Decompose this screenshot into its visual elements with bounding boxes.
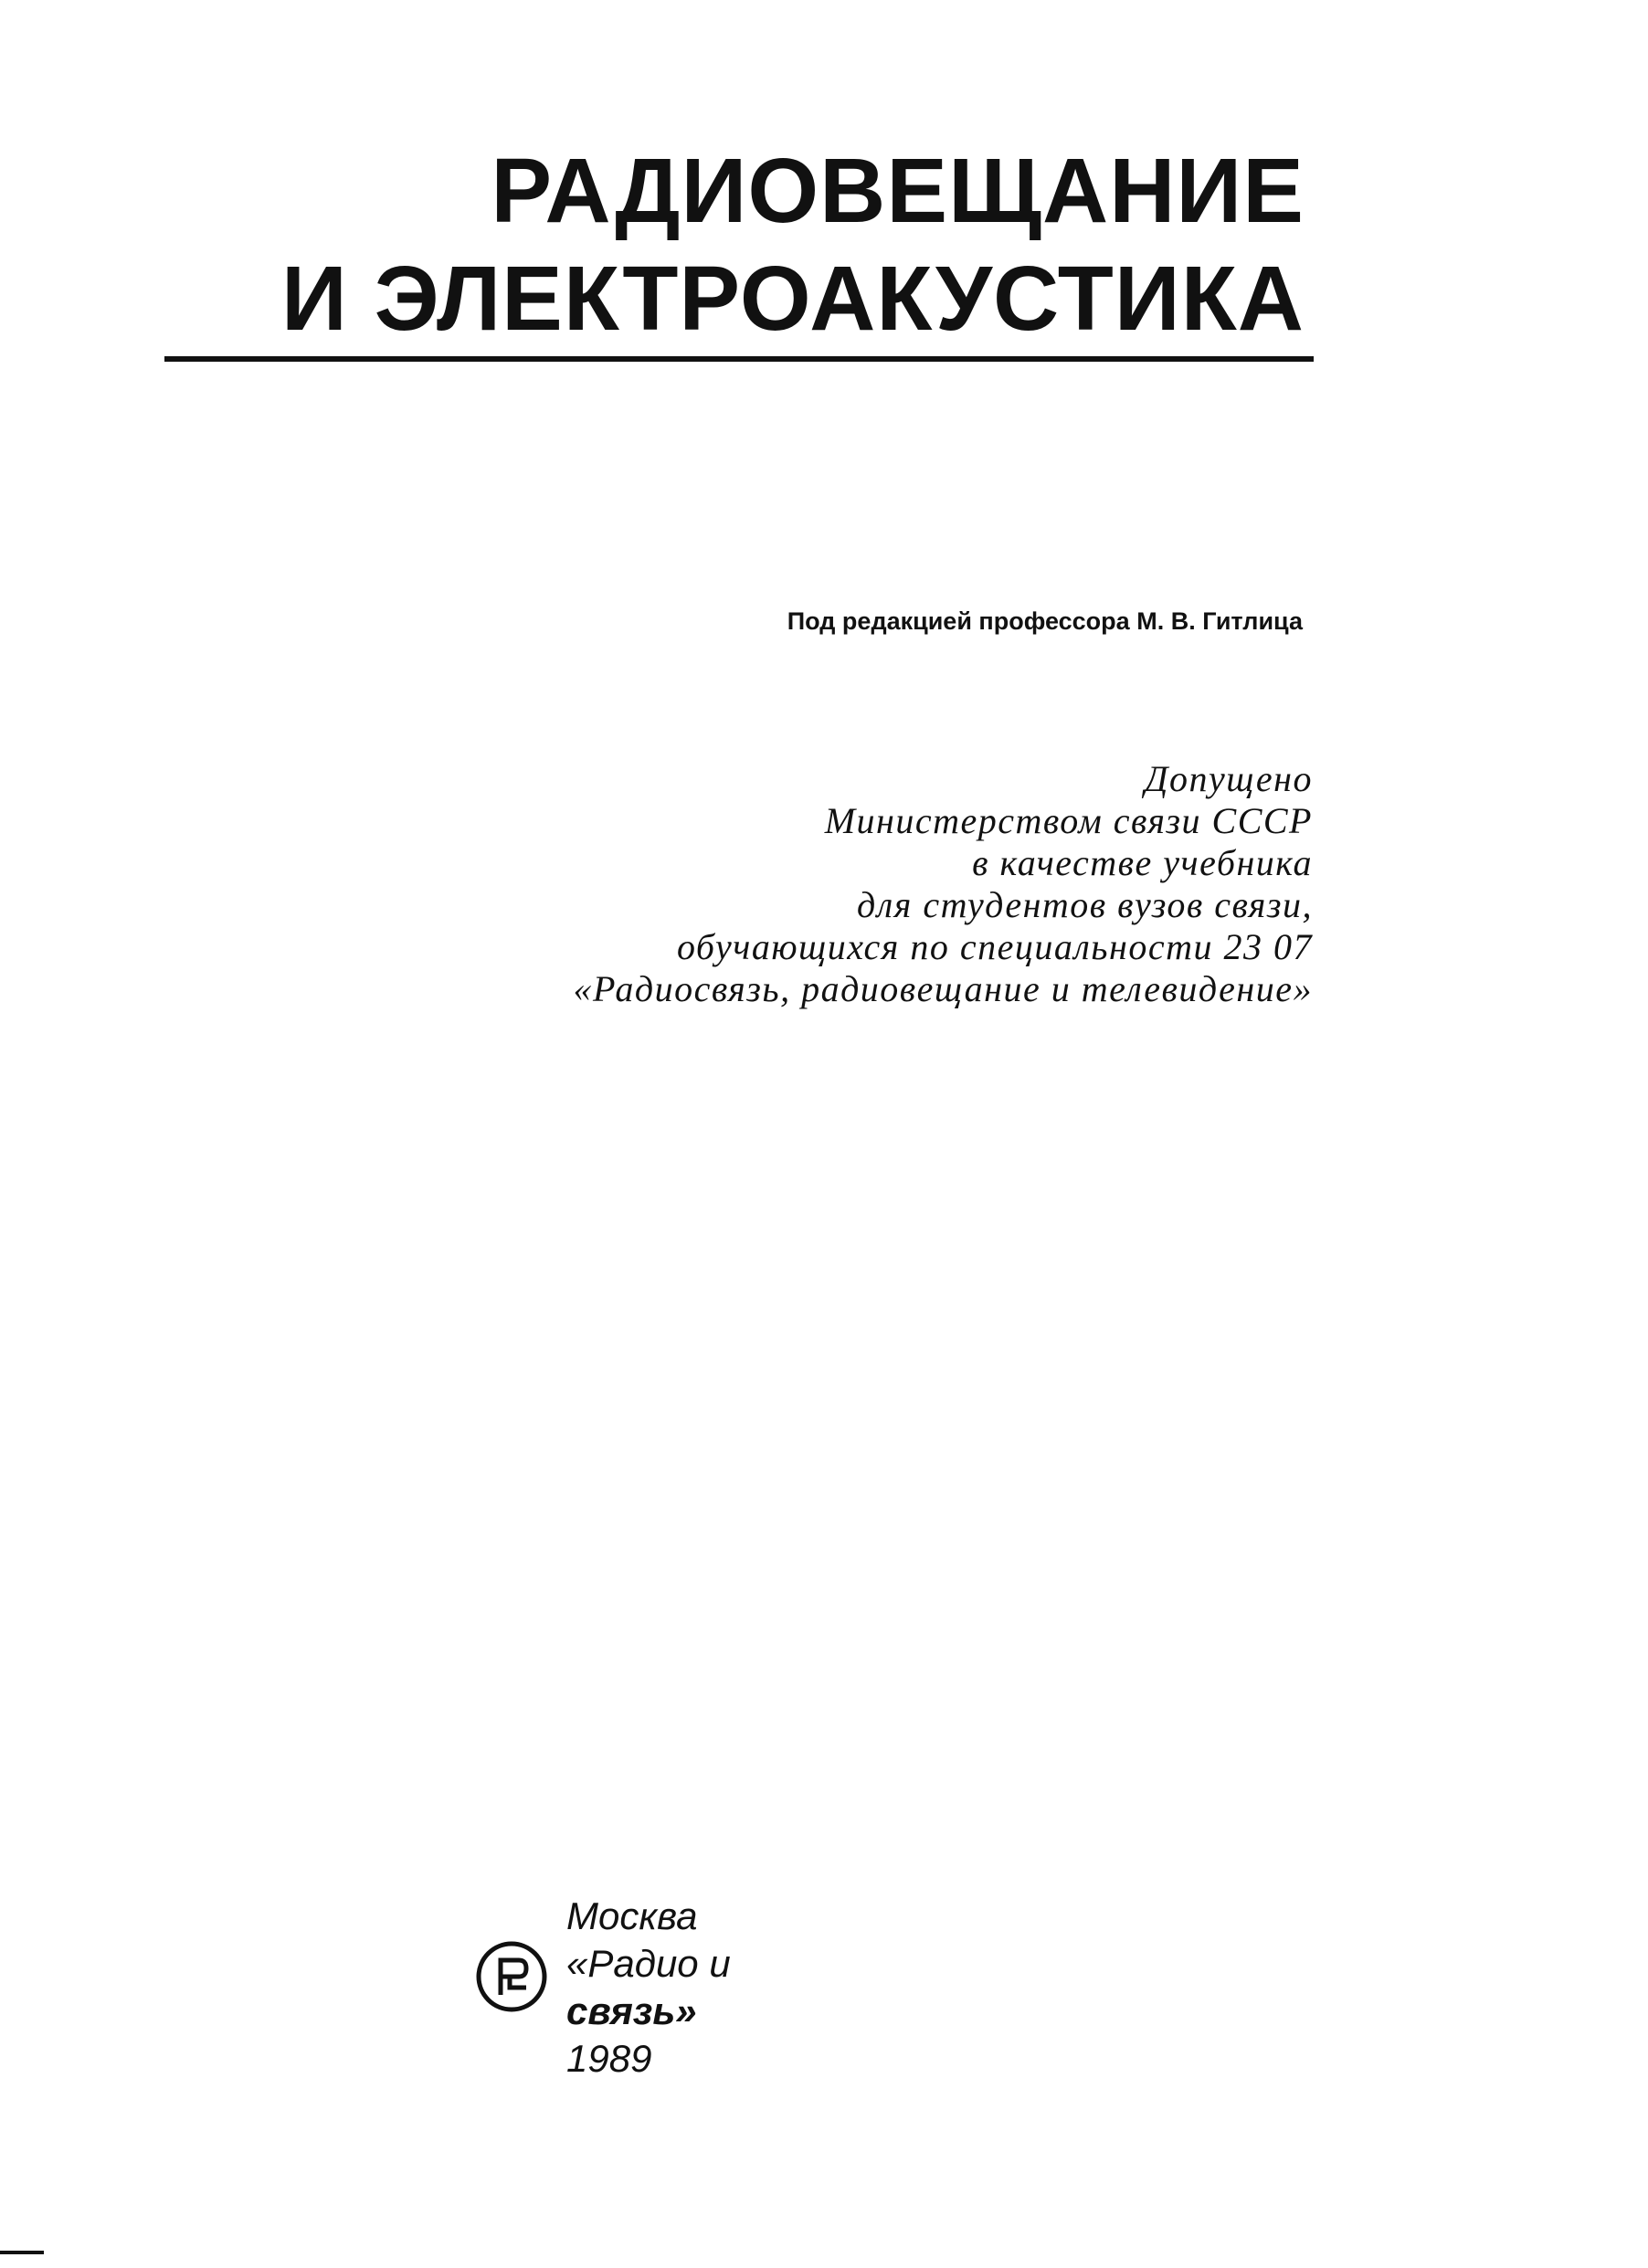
editor-credit	[787, 607, 1303, 636]
editor-prefix: Под редакцией профессора	[787, 607, 1130, 635]
publisher-logo-icon	[475, 1940, 548, 2013]
publisher-text	[566, 1893, 731, 2083]
book-title-line-1: РАДИОВЕЩАНИЕ	[491, 140, 1305, 242]
ministry-approval	[573, 758, 1313, 1010]
approval-line: «Радиосвязь, радиовещание и телевидение»	[573, 968, 1313, 1009]
approval-line: в качестве учебника	[972, 842, 1313, 883]
publisher-name-bold: связь»	[566, 1989, 697, 2032]
publisher-city: Москва	[566, 1894, 698, 1937]
approval-line: обучающихся по специальности 23 07	[676, 926, 1313, 967]
publisher-name	[566, 1940, 731, 2035]
editor-name: М. В. Гитлица	[1136, 607, 1303, 635]
approval-line: Министерством связи СССР	[824, 800, 1313, 841]
book-title	[281, 137, 1305, 353]
page-corner-mark	[0, 2251, 44, 2254]
publisher-name-prefix: «Радио и	[566, 1942, 731, 1985]
publication-year: 1989	[566, 2037, 652, 2080]
approval-line: для студентов вузов связи,	[857, 884, 1313, 925]
book-title-line-2: И ЭЛЕКТРОАКУСТИКА	[280, 248, 1305, 350]
publisher-imprint	[475, 1893, 968, 2080]
approval-line: Допущено	[1145, 758, 1313, 799]
title-underline	[164, 356, 1314, 362]
